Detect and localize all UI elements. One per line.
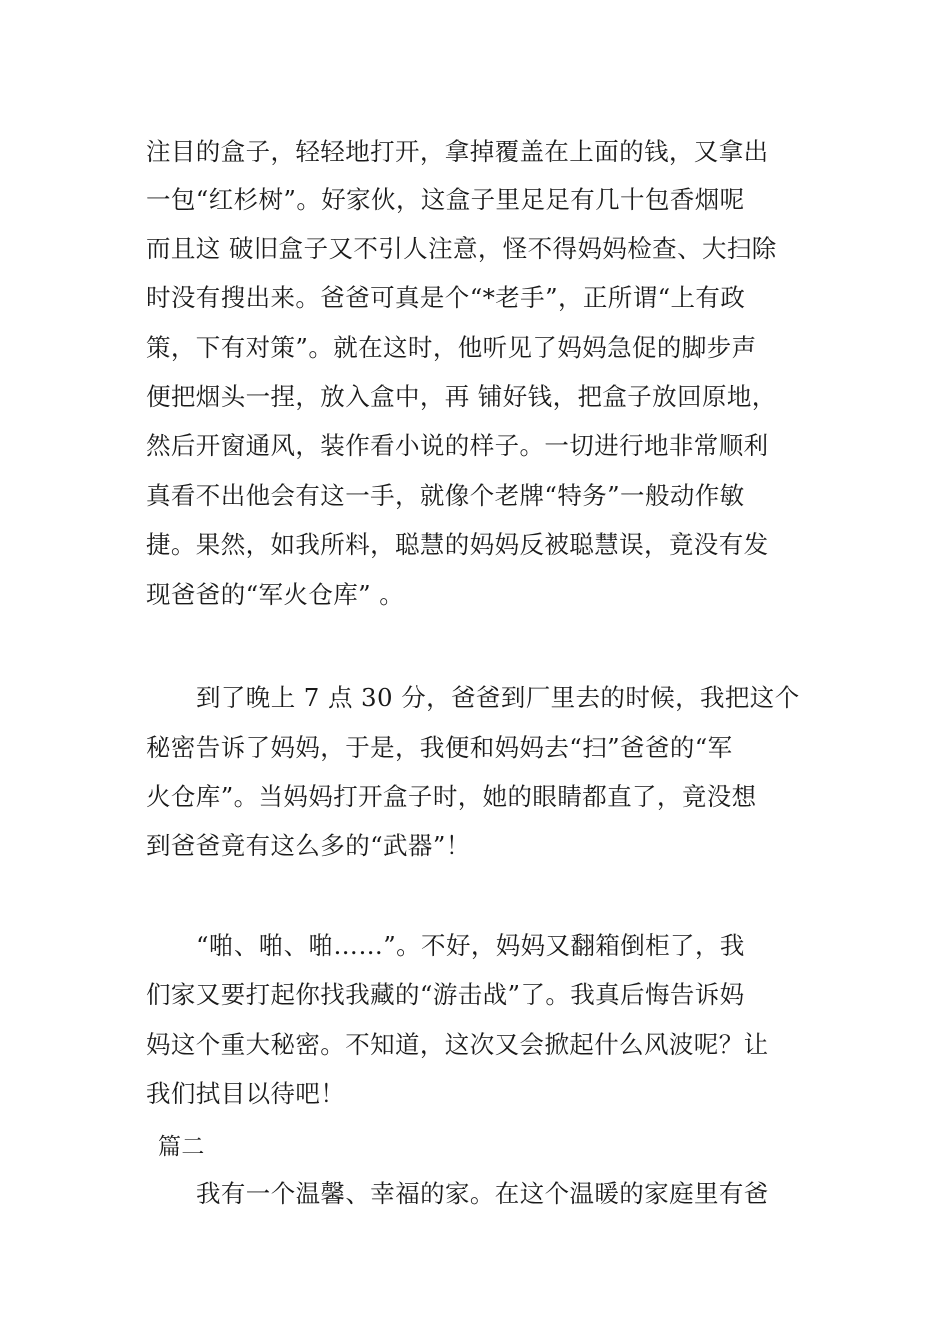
paragraph-1-line-3: 而且这 破旧盒子又不引人注意，怪不得妈妈检查、大扫除 [146,234,777,263]
section-heading: 篇二 [158,1134,205,1160]
paragraph-2-line-1: 到了晚上 7 点 30 分，爸爸到厂里去的时候，我把这个 [196,683,800,712]
paragraph-2-line-3: 火仓库”。当妈妈打开盒子时，她的眼睛都直了，竟没想 [146,782,757,811]
paragraph-1-line-8: 真看不出他会有这一手，就像个老牌“特务”一般动作敏 [146,481,745,510]
paragraph-1-line-2: 一包“红杉树”。好家伙，这盒子里足足有几十包香烟呢 [146,185,745,214]
paragraph-1-line-4: 时没有搜出来。爸爸可真是个“*老手”，正所谓“上有政 [146,283,746,312]
paragraph-1-line-5: 策，下有对策”。就在这时，他听见了妈妈急促的脚步声 [146,333,757,362]
paragraph-3-line-4: 我们拭目以待吧！ [146,1079,346,1108]
paragraph-3-line-2: 们家又要打起你找我藏的“游击战”了。我真后悔告诉妈 [146,980,745,1009]
paragraph-3-line-3: 妈这个重大秘密。不知道，这次又会掀起什么风波呢？让 [146,1030,769,1059]
paragraph-4-line-1: 我有一个温馨、幸福的家。在这个温暖的家庭里有爸 [196,1179,769,1208]
paragraph-1-line-7: 然后开窗通风，装作看小说的样子。一切进行地非常顺利 [146,431,769,460]
paragraph-1-line-9: 捷。果然，如我所料，聪慧的妈妈反被聪慧误，竟没有发 [146,530,769,559]
paragraph-3-line-1: “啪、啪、啪……”。不好，妈妈又翻箱倒柜了，我 [196,931,745,960]
paragraph-2-line-4: 到爸爸竟有这么多的“武器”！ [146,831,471,860]
paragraph-2-line-2: 秘密告诉了妈妈，于是，我便和妈妈去“扫”爸爸的“军 [146,733,733,762]
paragraph-1-line-1: 注目的盒子，轻轻地打开，拿掉覆盖在上面的钱，又拿出 [146,137,769,166]
paragraph-1-line-10: 现爸爸的“军火仓库” 。 [146,580,405,609]
paragraph-1-line-6: 便把烟头一捏，放入盒中，再 铺好钱，把盒子放回原地， [146,382,777,411]
